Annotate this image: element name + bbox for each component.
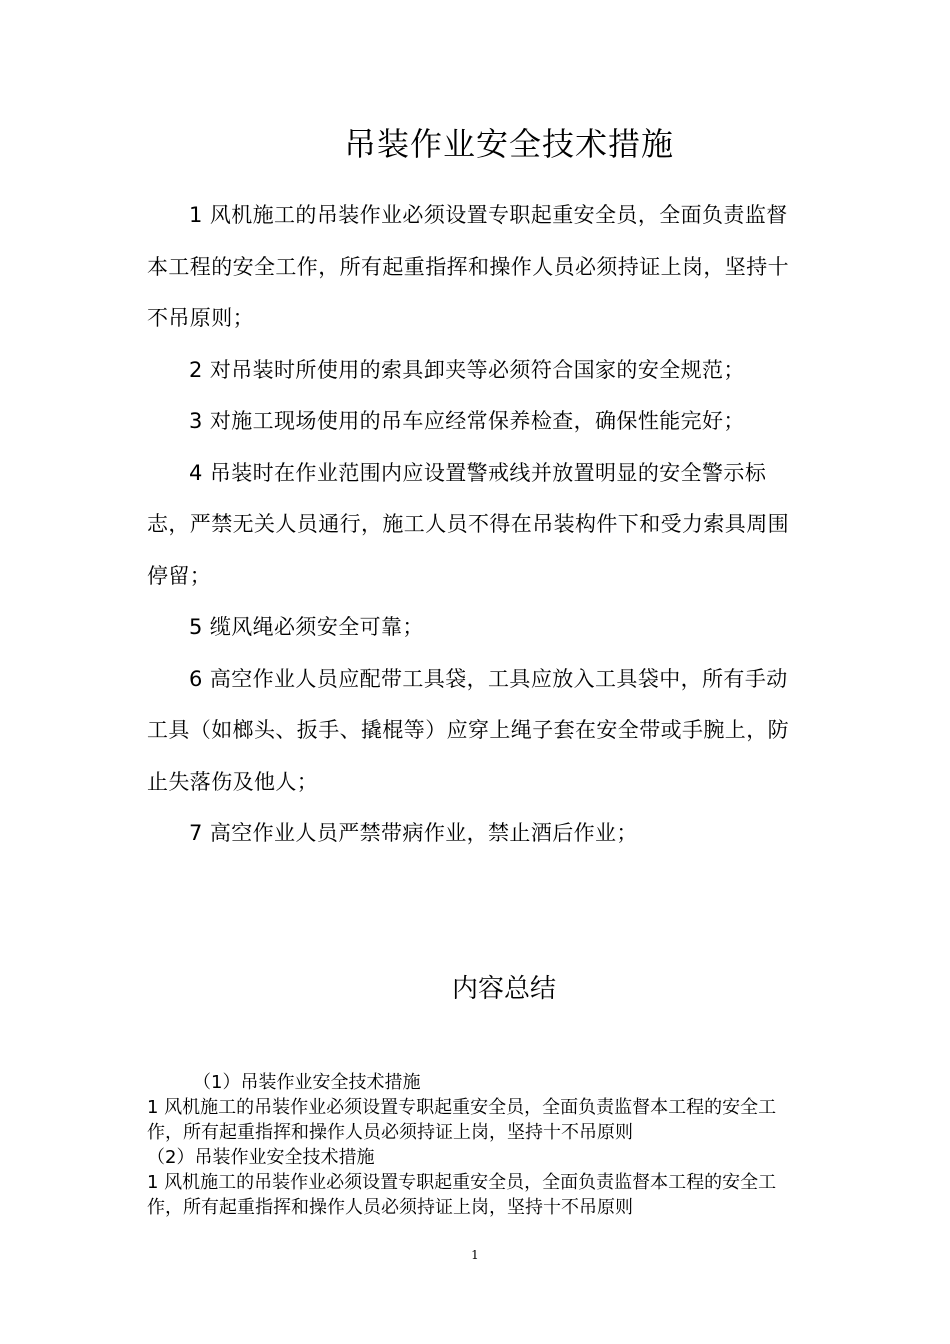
paragraph-4: 4 吊装时在作业范围内应设置警戒线并放置明显的安全警示标志，严禁无关人员通行，施工人员不得在吊装构件下和受力索具周围停留； bbox=[147, 460, 789, 588]
summary-item-2-heading: （2）吊装作业安全技术措施 bbox=[147, 1147, 375, 1168]
paragraph-6: 6 高空作业人员应配带工具袋，工具应放入工具袋中，所有手动工具（如榔头、扳手、撬棍等）应穿上绳子套在安全带或手腕上，防止失落伤及他人； bbox=[147, 666, 789, 794]
summary-item-2-text: 1 风机施工的吊装作业必须设置专职起重安全员，全面负责监督本工程的安全工作，所有起重指挥和操作人员必须持证上岗，坚持十不吊原则 bbox=[147, 1172, 777, 1218]
summary-item-1-text: 1 风机施工的吊装作业必须设置专职起重安全员，全面负责监督本工程的安全工作，所有起重指挥和操作人员必须持证上岗，坚持十不吊原则 bbox=[147, 1097, 777, 1143]
page-number: 1 bbox=[471, 1248, 479, 1262]
paragraph-5: 5 缆风绳必须安全可靠； bbox=[189, 615, 424, 639]
document-title: 吊装作业安全技术措施 bbox=[343, 125, 674, 163]
document-body bbox=[147, 190, 807, 860]
paragraph-1: 1 风机施工的吊装作业必须设置专职起重安全员，全面负责监督本工程的安全工作，所有起重指挥和操作人员必须持证上岗，坚持十不吊原则； bbox=[147, 203, 789, 330]
summary-title: 内容总结 bbox=[451, 974, 556, 1004]
paragraph-7: 7 高空作业人员严禁带病作业，禁止酒后作业； bbox=[189, 821, 638, 845]
paragraph-2: 2 对吊装时所使用的索具卸夹等必须符合国家的安全规范； bbox=[189, 357, 745, 382]
paragraph-3: 3 对施工现场使用的吊车应经常保养检查，确保性能完好； bbox=[189, 409, 745, 433]
summary-item-1-heading: （1）吊装作业安全技术措施 bbox=[193, 1072, 421, 1093]
summary-section bbox=[147, 1070, 812, 1220]
